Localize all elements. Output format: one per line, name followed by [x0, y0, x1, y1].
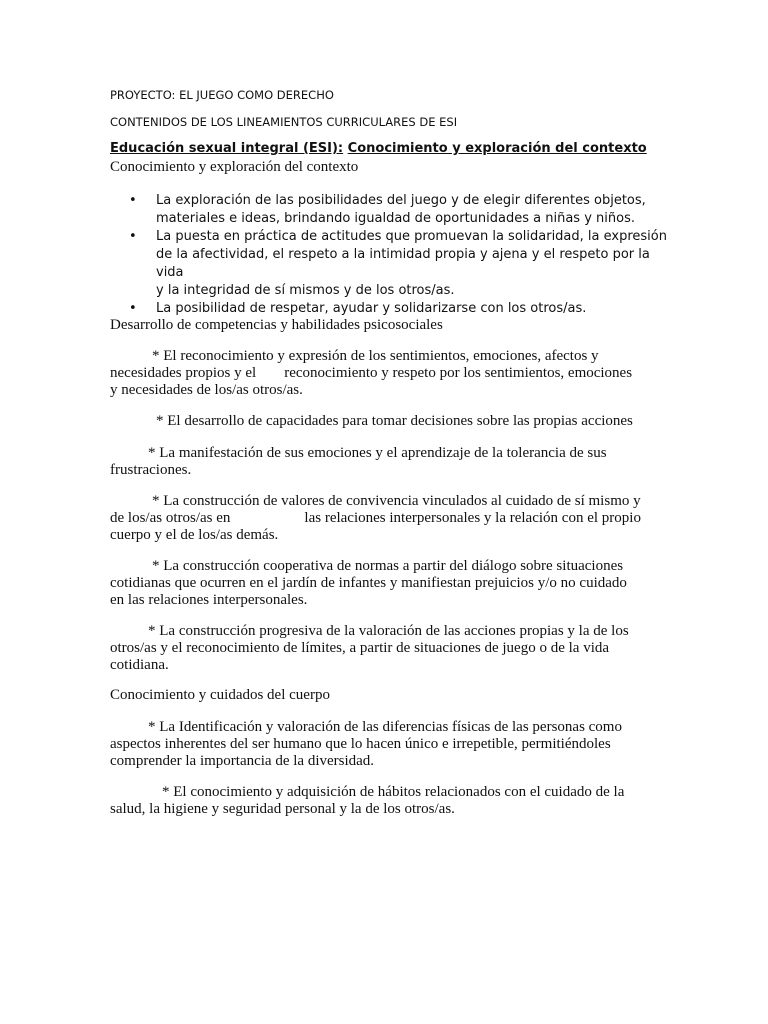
paragraph-item: [110, 784, 660, 818]
paragraph-item: [110, 719, 660, 770]
paragraph-line: salud, la higiene y seguridad personal y la de los otros/as.: [110, 801, 455, 817]
bullet-icon: •: [129, 229, 137, 244]
section-heading: [110, 141, 647, 156]
paragraph-line: otros/as y el reconocimiento de límites, a partir de situaciones de juego o de la vida: [110, 640, 610, 656]
paragraph-line: y necesidades de los/as otros/as.: [110, 382, 303, 398]
bullet-text: La puesta en práctica de actitudes que promuevan la solidaridad, la expresión: [156, 229, 667, 244]
paragraph-line: comprender la importancia de la diversidad.: [110, 753, 375, 769]
paragraph-line: * La Identificación y valoración de las diferencias físicas de las personas como: [148, 719, 622, 735]
paragraph-line: cotidianas que ocurren en el jardín de infantes y manifiestan prejuicios y/o no cuidado: [110, 575, 627, 591]
section1-title: Conocimiento y exploración del contexto: [110, 159, 359, 175]
paragraph-item: [110, 445, 660, 479]
paragraph-item: [110, 413, 660, 430]
paragraph-segment: necesidades propios y el: [110, 365, 257, 381]
paragraph-line: * La manifestación de sus emociones y el aprendizaje de la tolerancia de sus: [148, 445, 607, 461]
paragraph-item: [110, 623, 660, 674]
list-item: [110, 192, 670, 228]
paragraph-line: * El reconocimiento y expresión de los sentimientos, emociones, afectos y: [152, 348, 599, 364]
paragraph-item: [110, 493, 660, 544]
bullet-text: La posibilidad de respetar, ayudar y solidarizarse con los otros/as.: [156, 301, 587, 316]
paragraph-line: [110, 510, 660, 527]
bullet-text: y la integridad de sí mismos y de los otros/as.: [156, 283, 455, 298]
heading-part-context: Conocimiento y exploración del contexto: [347, 141, 647, 156]
bullet-list: [110, 192, 670, 318]
project-title: PROYECTO: EL JUEGO COMO DERECHO: [110, 88, 334, 102]
section3-title: Conocimiento y cuidados del cuerpo: [110, 687, 330, 703]
bullet-icon: •: [129, 301, 137, 316]
bullet-text: La exploración de las posibilidades del juego y de elegir diferentes objetos,: [156, 193, 646, 208]
paragraph-line: * La construcción progresiva de la valoración de las acciones propias y la de los: [148, 623, 629, 639]
bullet-text: de la afectividad, el respeto a la intimidad propia y ajena y el respeto por la vida: [156, 247, 650, 280]
paragraph-line: cuerpo y el de los/as demás.: [110, 527, 279, 543]
bullet-text: materiales e ideas, brindando igualdad de oportunidades a niñas y niños.: [156, 211, 635, 226]
paragraph-line: aspectos inherentes del ser humano que lo hacen único e irrepetible, permitiéndoles: [110, 736, 611, 752]
contents-title: CONTENIDOS DE LOS LINEAMIENTOS CURRICULARES DE ESI: [110, 115, 458, 129]
list-item: [110, 228, 670, 300]
paragraph-line: frustraciones.: [110, 462, 192, 478]
heading-part-esi: Educación sexual integral (ESI):: [110, 141, 344, 156]
bullet-icon: •: [129, 193, 137, 208]
list-item: [110, 300, 670, 318]
paragraph-line: * El conocimiento y adquisición de hábitos relacionados con el cuidado de la: [162, 784, 625, 800]
paragraph-line: * La construcción de valores de convivencia vinculados al cuidado de sí mismo y: [152, 493, 641, 509]
paragraph-line: [110, 365, 660, 382]
paragraph-segment: las relaciones interpersonales y la relación con el propio: [304, 510, 641, 526]
paragraph-segment: de los/as otros/as en: [110, 510, 231, 526]
paragraph-line: cotidiana.: [110, 657, 169, 673]
section2-title: Desarrollo de competencias y habilidades psicosociales: [110, 317, 443, 333]
paragraph-item: [110, 558, 660, 609]
paragraph-line: * La construcción cooperativa de normas a partir del diálogo sobre situaciones: [152, 558, 624, 574]
paragraph-segment: reconocimiento y respeto por los sentimientos, emociones: [284, 365, 633, 381]
paragraph-line: * El desarrollo de capacidades para tomar decisiones sobre las propias acciones: [156, 413, 633, 429]
paragraph-item: [110, 348, 660, 399]
paragraph-line: en las relaciones interpersonales.: [110, 592, 308, 608]
